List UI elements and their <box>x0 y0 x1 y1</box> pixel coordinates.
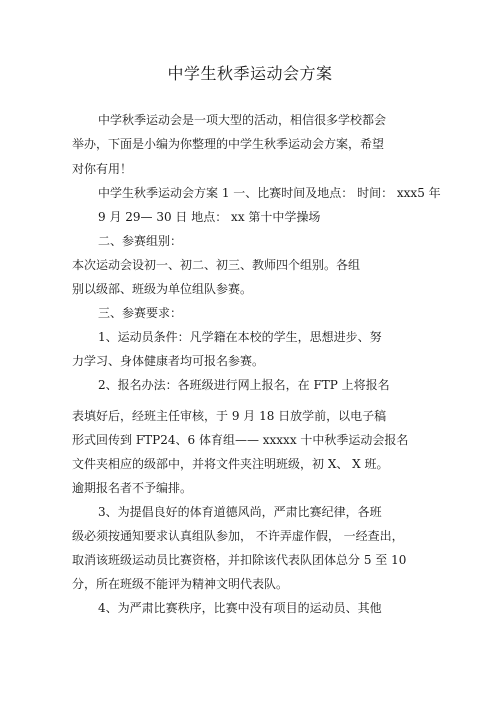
section-heading: 三、参赛要求： <box>98 306 183 320</box>
paragraph-line: 2、报名办法：各班级进行网上报名，在 FTP 上将报名 <box>98 378 390 392</box>
paragraph-line: 本次运动会设初一、初二、初三、教师四个组别。各组 <box>72 258 361 272</box>
paragraph-line: 4、为严肃比赛秩序，比赛中没有项目的运动员、其他 <box>98 601 382 615</box>
paragraph-line: 力学习、身体健康者均可报名参赛。 <box>72 354 265 368</box>
paragraph-line: 3、为提倡良好的体育道德风尚，严肃比赛纪律，各班 <box>98 505 382 519</box>
paragraph-line: 文件夹相应的级部中，并将文件夹注明班级，初 X、 X 班。 <box>72 457 389 471</box>
paragraph-line: 9 月 29— 30 日 地点： xx 第十中学操场 <box>98 210 321 224</box>
paragraph-line: 中学秋季运动会是一项大型的活动，相信很多学校都会 <box>98 113 387 127</box>
paragraph-line: 举办，下面是小编为你整理的中学生秋季运动会方案，希望 <box>72 137 385 151</box>
paragraph-line: 表填好后，经班主任审核，于 9 月 18 日放学前，以电子稿 <box>72 409 387 423</box>
section-heading: 二、参赛组别： <box>98 234 183 248</box>
paragraph-line: 对你有用！ <box>72 162 133 176</box>
paragraph-line: 取消该班级运动员比赛资格，并扣除该代表队团体总分 5 至 10 <box>72 553 407 567</box>
document-title: 中学生秋季运动会方案 <box>167 64 333 83</box>
paragraph-line: 逾期报名者不予编排。 <box>72 481 193 495</box>
paragraph-line: 级必须按通知要求认真组队参加， 不许弄虚作假， 一经查出， <box>72 529 404 543</box>
paragraph-line: 1、运动员条件：凡学籍在本校的学生，思想进步、努 <box>98 330 382 344</box>
paragraph-line: 分，所在班级不能评为精神文明代表队。 <box>72 577 289 591</box>
paragraph-line: 中学生秋季运动会方案 1 一、比赛时间及地点： 时间： xxx5 年 <box>98 186 441 200</box>
paragraph-line: 别以级部、班级为单位组队参赛。 <box>72 282 253 296</box>
paragraph-line: 形式回传到 FTP24、6 体育组—— xxxxx 十中秋季运动会报名 <box>72 433 409 447</box>
